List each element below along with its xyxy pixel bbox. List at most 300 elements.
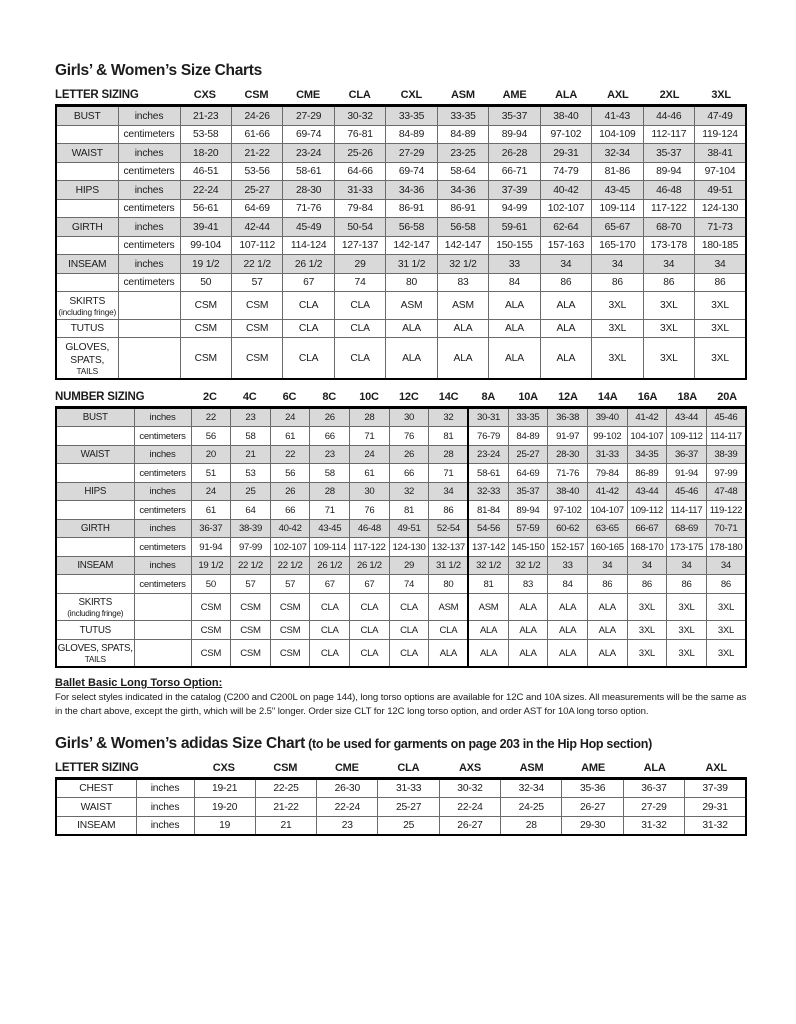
size-value-cell: 49-51 (695, 181, 746, 200)
size-value-cell: 3XL (695, 338, 746, 379)
column-header: 6C (282, 390, 297, 403)
adidas-title-sub: (to be used for garments on page 203 in the Hip Hop section) (304, 736, 652, 751)
size-value-cell: 32-34 (501, 778, 562, 798)
row-label: INSEAM (56, 816, 136, 835)
size-value-cell: 46-48 (643, 181, 694, 200)
table-row (56, 816, 746, 835)
size-value-cell: 3XL (627, 593, 667, 621)
size-value-cell: ALA (386, 338, 437, 379)
size-value-cell: 59-61 (489, 218, 540, 237)
size-value-cell: 22 1/2 (270, 556, 310, 575)
size-value-cell: 152-157 (548, 538, 588, 557)
size-value-cell: 34 (627, 556, 667, 575)
size-value-cell: 3XL (643, 319, 694, 338)
table-row (56, 593, 746, 621)
size-value-cell: ALA (540, 292, 591, 320)
table-row (56, 575, 746, 594)
size-value-cell: 91-97 (548, 427, 588, 446)
size-value-cell: 36-38 (548, 407, 588, 427)
unit-label (134, 593, 191, 621)
size-value-cell: CLA (334, 338, 385, 379)
size-value-cell: 71 (350, 427, 390, 446)
size-value-cell: 27-29 (283, 106, 334, 126)
size-value-cell: 165-170 (592, 236, 643, 255)
row-label (56, 501, 134, 520)
row-label: HIPS (56, 482, 134, 501)
size-value-cell: 36-37 (191, 519, 231, 538)
size-value-cell: 99-102 (587, 427, 627, 446)
size-value-cell: CSM (180, 292, 231, 320)
size-value-cell: ALA (548, 621, 588, 640)
size-value-cell: ALA (468, 621, 508, 640)
size-value-cell: 104-107 (627, 427, 667, 446)
size-value-cell: 58-61 (283, 162, 334, 181)
row-label: GLOVES, SPATS, TAILS (56, 639, 134, 667)
size-value-cell: ALA (386, 319, 437, 338)
size-value-cell: CLA (389, 621, 429, 640)
size-value-cell: ALA (489, 292, 540, 320)
table-row (56, 501, 746, 520)
size-value-cell: ALA (587, 621, 627, 640)
column-header: CXS (212, 761, 235, 774)
size-value-cell: 40-42 (540, 181, 591, 200)
size-value-cell: 22 (270, 445, 310, 464)
page-title-adidas-chart (55, 735, 747, 753)
column-header: 4C (242, 390, 257, 403)
size-value-cell: 3XL (695, 319, 746, 338)
size-value-cell: 45-49 (283, 218, 334, 237)
size-value-cell: 76 (389, 427, 429, 446)
size-value-cell: 54-56 (468, 519, 508, 538)
size-value-cell: 74-79 (540, 162, 591, 181)
column-header: 20A (717, 390, 737, 403)
size-value-cell: 61 (350, 464, 390, 483)
size-value-cell: 49-51 (389, 519, 429, 538)
size-value-cell: 97-99 (231, 538, 271, 557)
size-value-cell: 29-31 (685, 798, 746, 817)
size-value-cell: 23-24 (283, 144, 334, 163)
size-value-cell: 91-94 (667, 464, 707, 483)
row-label (56, 538, 134, 557)
row-label: INSEAM (56, 255, 118, 274)
column-header: AME (581, 761, 605, 774)
size-value-cell: 29 (389, 556, 429, 575)
size-value-cell: 86 (695, 273, 746, 292)
size-value-cell: 47-48 (706, 482, 746, 501)
unit-label: centimeters (118, 162, 180, 181)
size-value-cell: 70-71 (706, 519, 746, 538)
size-value-cell: 31-33 (334, 181, 385, 200)
unit-label: inches (118, 106, 180, 126)
size-value-cell: 41-43 (592, 106, 643, 126)
size-value-cell: 94-99 (489, 199, 540, 218)
size-value-cell: CSM (231, 593, 271, 621)
unit-label: centimeters (134, 464, 191, 483)
size-value-cell: 86 (429, 501, 469, 520)
size-value-cell: 53 (231, 464, 271, 483)
size-value-cell: 64-66 (334, 162, 385, 181)
size-value-cell: 97-104 (695, 162, 746, 181)
size-value-cell: 3XL (592, 319, 643, 338)
size-value-cell: 160-165 (587, 538, 627, 557)
row-label: GLOVES, SPATS, TAILS (56, 338, 118, 379)
size-value-cell: 58-61 (468, 464, 508, 483)
table-row (56, 273, 746, 292)
unit-label: centimeters (134, 501, 191, 520)
size-value-cell: 35-37 (489, 106, 540, 126)
size-value-cell: 157-163 (540, 236, 591, 255)
size-value-cell: CLA (334, 292, 385, 320)
row-label: TUTUS (56, 621, 134, 640)
size-value-cell: 25 (231, 482, 271, 501)
column-header: CSM (273, 761, 298, 774)
size-value-cell: 71 (310, 501, 350, 520)
size-value-cell: 19 1/2 (191, 556, 231, 575)
table-row (56, 778, 746, 798)
size-value-cell: 20 (191, 445, 231, 464)
unit-label: centimeters (118, 273, 180, 292)
size-value-cell: 74 (334, 273, 385, 292)
size-value-cell: 3XL (627, 621, 667, 640)
size-value-cell: 137-142 (468, 538, 508, 557)
size-value-cell: 178-180 (706, 538, 746, 557)
table-header-label: LETTER SIZING (55, 89, 139, 101)
table-row (56, 338, 746, 379)
size-value-cell: ASM (468, 593, 508, 621)
size-value-cell: CLA (429, 621, 469, 640)
size-value-cell: 117-122 (350, 538, 390, 557)
letter-sizing-table (55, 87, 747, 380)
size-value-cell: ALA (540, 319, 591, 338)
column-header: AXL (607, 89, 629, 101)
size-value-cell: 132-137 (429, 538, 469, 557)
size-value-cell: 26 (389, 445, 429, 464)
size-value-cell: 56 (191, 427, 231, 446)
column-header: 3XL (711, 89, 731, 101)
size-value-cell: 50 (191, 575, 231, 594)
size-value-cell: 22-24 (439, 798, 500, 817)
row-label (56, 464, 134, 483)
column-header: 10A (518, 390, 538, 403)
column-header: AME (502, 89, 527, 101)
table-row (56, 556, 746, 575)
size-value-cell: 21-22 (255, 798, 316, 817)
size-value-cell: 38-40 (540, 106, 591, 126)
size-value-cell: 56-61 (180, 199, 231, 218)
size-value-cell: 76-79 (468, 427, 508, 446)
size-value-cell: 31-33 (587, 445, 627, 464)
size-value-cell: 27-29 (623, 798, 684, 817)
size-value-cell: 26-28 (489, 144, 540, 163)
size-value-cell: 34 (592, 255, 643, 274)
size-value-cell: 61-66 (231, 125, 282, 144)
size-value-cell: 97-102 (548, 501, 588, 520)
size-value-cell: 52-54 (429, 519, 469, 538)
size-value-cell: 84-89 (437, 125, 488, 144)
size-value-cell: 37-39 (685, 778, 746, 798)
row-label (56, 125, 118, 144)
size-value-cell: 97-99 (706, 464, 746, 483)
size-value-cell: 84-89 (508, 427, 548, 446)
size-value-cell: CLA (310, 593, 350, 621)
column-header: 16A (637, 390, 658, 403)
size-value-cell: 29-31 (540, 144, 591, 163)
size-value-cell: 32 1/2 (437, 255, 488, 274)
size-value-cell: 61 (270, 427, 310, 446)
size-value-cell: 41-42 (587, 482, 627, 501)
table-row (56, 621, 746, 640)
size-value-cell: ALA (437, 338, 488, 379)
size-value-cell: 81 (389, 501, 429, 520)
column-header: CME (296, 89, 320, 101)
size-value-cell: 23-25 (437, 144, 488, 163)
size-value-cell: 71 (429, 464, 469, 483)
size-value-cell: CLA (334, 319, 385, 338)
size-value-cell: 31-32 (623, 816, 684, 835)
size-value-cell: 80 (429, 575, 469, 594)
size-value-cell: 35-36 (562, 778, 623, 798)
row-label: HIPS (56, 181, 118, 200)
size-value-cell: 89-94 (489, 125, 540, 144)
row-label (56, 162, 118, 181)
table-row (56, 144, 746, 163)
size-value-cell: 23 (310, 445, 350, 464)
size-value-cell: CSM (270, 593, 310, 621)
size-value-cell: 33 (489, 255, 540, 274)
size-value-cell: 24 (350, 445, 390, 464)
row-label: CHEST (56, 778, 136, 798)
size-value-cell: 81-84 (468, 501, 508, 520)
size-value-cell: 56 (270, 464, 310, 483)
size-value-cell: 28-30 (548, 445, 588, 464)
size-value-cell: 23 (231, 407, 271, 427)
size-value-cell: 38-41 (695, 144, 746, 163)
size-value-cell: 3XL (706, 593, 746, 621)
size-value-cell: 30 (350, 482, 390, 501)
size-value-cell: 34 (429, 482, 469, 501)
size-value-cell: 3XL (667, 593, 707, 621)
size-value-cell: CLA (283, 319, 334, 338)
size-value-cell: 35-37 (643, 144, 694, 163)
row-label: WAIST (56, 798, 136, 817)
size-value-cell: 89-94 (508, 501, 548, 520)
size-value-cell: CLA (310, 621, 350, 640)
size-value-cell: CLA (283, 292, 334, 320)
size-value-cell: 3XL (627, 639, 667, 667)
size-value-cell: CLA (350, 621, 390, 640)
size-value-cell: 64-69 (231, 199, 282, 218)
size-value-cell: 35-37 (508, 482, 548, 501)
ballet-long-torso-note (55, 677, 747, 719)
size-value-cell: 32-34 (592, 144, 643, 163)
size-value-cell: 3XL (592, 338, 643, 379)
size-value-cell: 76 (350, 501, 390, 520)
unit-label (118, 319, 180, 338)
size-value-cell: 45-46 (706, 407, 746, 427)
size-value-cell: 22-24 (180, 181, 231, 200)
size-value-cell: 25 (378, 816, 439, 835)
size-value-cell: 69-74 (386, 162, 437, 181)
size-value-cell: 71-73 (695, 218, 746, 237)
size-value-cell: 107-112 (231, 236, 282, 255)
size-value-cell: 28 (429, 445, 469, 464)
size-value-cell: 22 1/2 (231, 556, 271, 575)
size-value-cell: 40-42 (270, 519, 310, 538)
unit-label: inches (136, 798, 194, 817)
size-value-cell: 57 (270, 575, 310, 594)
size-value-cell: 21-22 (231, 144, 282, 163)
size-value-cell: 124-130 (695, 199, 746, 218)
table-row (56, 407, 746, 427)
size-value-cell: ALA (548, 639, 588, 667)
adidas-size-table (55, 760, 747, 837)
size-value-cell: 33-35 (508, 407, 548, 427)
size-value-cell: 38-40 (548, 482, 588, 501)
size-value-cell: 114-117 (667, 501, 707, 520)
table-row (56, 538, 746, 557)
table-row (56, 445, 746, 464)
size-value-cell: 74 (389, 575, 429, 594)
unit-label: inches (118, 255, 180, 274)
size-value-cell: 23 (317, 816, 378, 835)
size-value-cell: 109-114 (310, 538, 350, 557)
size-value-cell: 86 (643, 273, 694, 292)
size-value-cell: 114-117 (706, 427, 746, 446)
size-value-cell: ASM (386, 292, 437, 320)
size-value-cell: ALA (489, 338, 540, 379)
column-header: 2XL (659, 89, 680, 101)
column-header: 8C (322, 390, 337, 403)
size-value-cell: CLA (283, 338, 334, 379)
size-value-cell: ASM (429, 593, 469, 621)
size-value-cell: 112-117 (643, 125, 694, 144)
size-value-cell: 60-62 (548, 519, 588, 538)
size-value-cell: 26 1/2 (350, 556, 390, 575)
size-value-cell: 86 (587, 575, 627, 594)
unit-label: inches (118, 144, 180, 163)
size-value-cell: 142-147 (437, 236, 488, 255)
size-value-cell: 36-37 (667, 445, 707, 464)
size-value-cell: 97-102 (540, 125, 591, 144)
size-value-cell: 43-45 (592, 181, 643, 200)
size-value-cell: 31 1/2 (429, 556, 469, 575)
size-value-cell: ALA (489, 319, 540, 338)
size-value-cell: 21 (231, 445, 271, 464)
size-value-cell: 62-64 (540, 218, 591, 237)
size-value-cell: 86-89 (627, 464, 667, 483)
size-value-cell: 22 1/2 (231, 255, 282, 274)
size-value-cell: 150-155 (489, 236, 540, 255)
table-row (56, 218, 746, 237)
size-value-cell: 43-44 (667, 407, 707, 427)
size-value-cell: 3XL (706, 621, 746, 640)
column-header: 2C (203, 390, 217, 403)
unit-label (134, 639, 191, 667)
size-value-cell: CLA (310, 639, 350, 667)
size-value-cell: 57 (231, 575, 271, 594)
size-value-cell: 180-185 (695, 236, 746, 255)
size-value-cell: 21-23 (180, 106, 231, 126)
page-title-size-charts: Girls’ & Women’s Size Charts (55, 62, 262, 79)
size-value-cell: 34-36 (386, 181, 437, 200)
size-value-cell: 102-107 (270, 538, 310, 557)
row-label (56, 273, 118, 292)
row-label: BUST (56, 407, 134, 427)
column-header: CME (334, 761, 359, 774)
unit-label: inches (118, 181, 180, 200)
column-header: CXS (193, 89, 216, 101)
size-value-cell: 109-112 (627, 501, 667, 520)
size-value-cell: 86 (706, 575, 746, 594)
size-value-cell: 53-56 (231, 162, 282, 181)
row-label: WAIST (56, 445, 134, 464)
size-value-cell: 173-178 (643, 236, 694, 255)
size-value-cell: 32 1/2 (508, 556, 548, 575)
size-value-cell: 26 (270, 482, 310, 501)
size-value-cell: 43-45 (310, 519, 350, 538)
table-row (56, 199, 746, 218)
size-value-cell: 53-58 (180, 125, 231, 144)
size-value-cell: 50 (180, 273, 231, 292)
size-value-cell: 30-31 (468, 407, 508, 427)
size-value-cell: 25-27 (231, 181, 282, 200)
size-value-cell: CSM (270, 621, 310, 640)
size-value-cell: 66 (310, 427, 350, 446)
size-value-cell: 58 (231, 427, 271, 446)
size-value-cell: 22-24 (317, 798, 378, 817)
size-value-cell: 3XL (592, 292, 643, 320)
size-value-cell: 127-137 (334, 236, 385, 255)
size-value-cell: CSM (191, 639, 231, 667)
size-value-cell: 32 (429, 407, 469, 427)
size-value-cell: 67 (350, 575, 390, 594)
size-value-cell: 23-24 (468, 445, 508, 464)
size-value-cell: 67 (283, 273, 334, 292)
size-value-cell: 26-30 (317, 778, 378, 798)
table-row (56, 427, 746, 446)
size-value-cell: 102-107 (540, 199, 591, 218)
size-value-cell: 25-27 (508, 445, 548, 464)
size-value-cell: 50-54 (334, 218, 385, 237)
size-value-cell: 64 (231, 501, 271, 520)
size-value-cell: 33-35 (386, 106, 437, 126)
table-header-label: NUMBER SIZING (55, 390, 145, 403)
row-label: GIRTH (56, 218, 118, 237)
unit-label: centimeters (118, 125, 180, 144)
size-value-cell: 30-32 (334, 106, 385, 126)
size-value-cell: 84-89 (386, 125, 437, 144)
size-value-cell: 57 (231, 273, 282, 292)
number-sizing-table (55, 389, 747, 669)
size-value-cell: 29-30 (562, 816, 623, 835)
size-value-cell: 25-26 (334, 144, 385, 163)
size-value-cell: 31 1/2 (386, 255, 437, 274)
size-value-cell: 19-21 (194, 778, 255, 798)
table-row (56, 255, 746, 274)
column-header: ALA (555, 89, 578, 101)
size-value-cell: 26 1/2 (283, 255, 334, 274)
size-value-cell: CLA (389, 593, 429, 621)
size-value-cell: 46-48 (350, 519, 390, 538)
size-value-cell: 66 (389, 464, 429, 483)
size-value-cell: 24-25 (501, 798, 562, 817)
note-text: For select styles indicated in the catalog (C200 and C200L on page 144), long torso options are available for 12C and 10A sizes. All measurements will be the same as in the chart above, except the girth, which will be 2.5" longer. Order size CLT for 12C long torso option, and order AST for 10A long torso option. (55, 692, 747, 717)
size-value-cell: 30 (389, 407, 429, 427)
unit-label: inches (134, 407, 191, 427)
size-value-cell: 38-39 (706, 445, 746, 464)
size-value-cell: 114-124 (283, 236, 334, 255)
size-value-cell: 86 (667, 575, 707, 594)
